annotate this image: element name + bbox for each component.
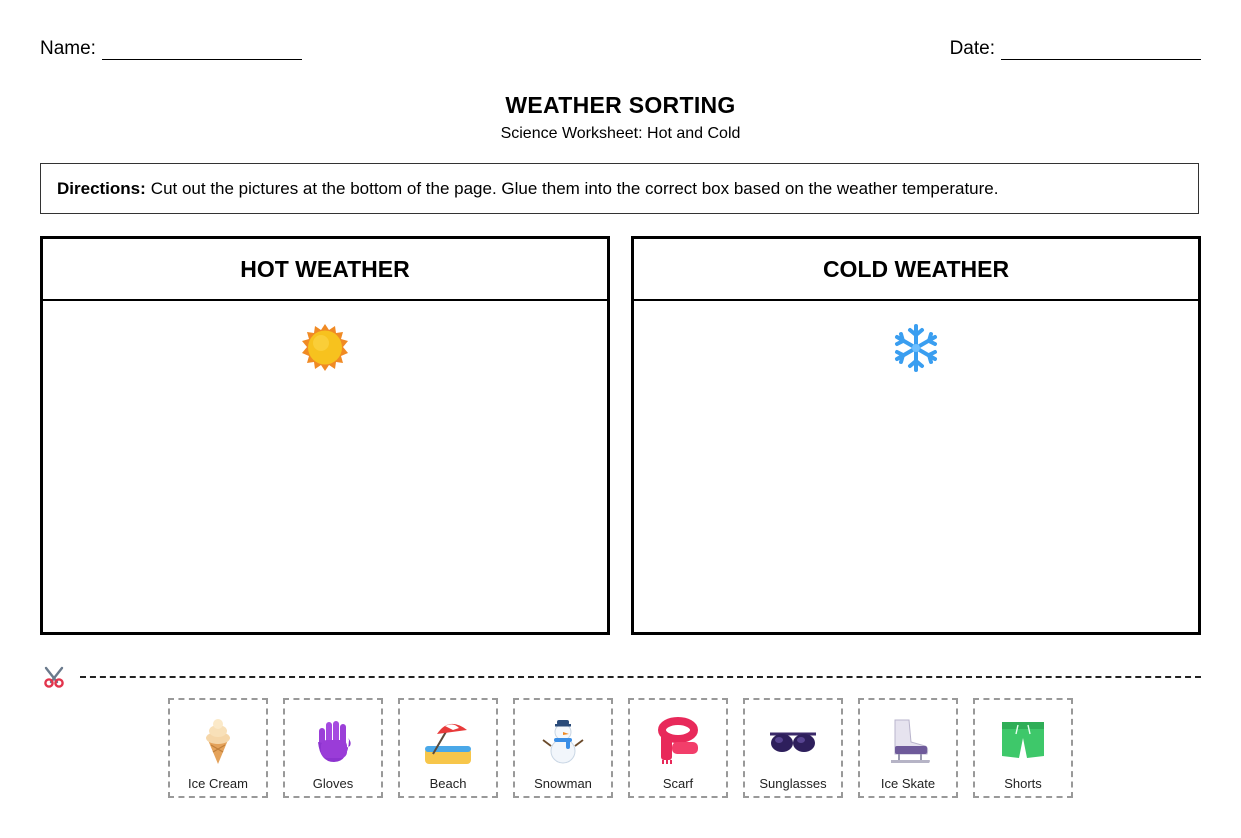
directions-label: Directions: [57, 178, 146, 198]
card-gloves[interactable] [283, 698, 383, 798]
name-field[interactable] [40, 38, 302, 60]
card-ice-skate[interactable] [858, 698, 958, 798]
date-blank-line[interactable] [1001, 41, 1201, 60]
card-label: Ice Skate [880, 776, 936, 791]
scarf-icon [653, 716, 703, 766]
directions-text: Cut out the pictures at the bottom of the page. Glue them into the correct box based on the weather temperature. [150, 178, 999, 198]
date-field[interactable] [950, 38, 1201, 60]
card-shorts[interactable] [973, 698, 1073, 798]
scissors-icon [42, 666, 66, 688]
hot-weather-box [40, 236, 610, 635]
ice-skate-icon [883, 716, 933, 766]
page-title: WEATHER SORTING [505, 92, 736, 118]
card-label: Gloves [312, 776, 354, 791]
card-label: Snowman [534, 776, 592, 791]
snowflake-icon [891, 323, 941, 373]
shorts-icon [998, 716, 1048, 766]
card-scarf[interactable] [628, 698, 728, 798]
sunglasses-icon [768, 716, 818, 766]
card-label: Sunglasses [759, 776, 827, 791]
card-snowman[interactable] [513, 698, 613, 798]
directions-box [40, 163, 1199, 214]
name-label: Name: [40, 38, 96, 59]
snowman-icon [538, 716, 588, 766]
header-row [40, 38, 1201, 62]
ice-cream-icon [193, 716, 243, 766]
card-label: Ice Cream [188, 776, 248, 791]
cold-weather-box [631, 236, 1201, 635]
cut-out-cards [168, 698, 1073, 798]
dashed-cut-line [80, 676, 1201, 678]
sun-icon [300, 323, 350, 373]
gloves-icon [308, 716, 358, 766]
name-blank-line[interactable] [102, 41, 302, 60]
cold-weather-title: COLD WEATHER [634, 239, 1198, 301]
date-label: Date: [949, 38, 995, 59]
card-label: Beach [429, 776, 467, 791]
beach-icon [423, 716, 473, 766]
card-sunglasses[interactable] [743, 698, 843, 798]
card-beach[interactable] [398, 698, 498, 798]
card-label: Scarf [662, 776, 694, 791]
hot-weather-title: HOT WEATHER [43, 239, 607, 301]
card-label: Shorts [1004, 776, 1042, 791]
card-ice-cream[interactable] [168, 698, 268, 798]
page-subtitle: Science Worksheet: Hot and Cold [500, 125, 741, 142]
cut-line [40, 664, 1201, 690]
